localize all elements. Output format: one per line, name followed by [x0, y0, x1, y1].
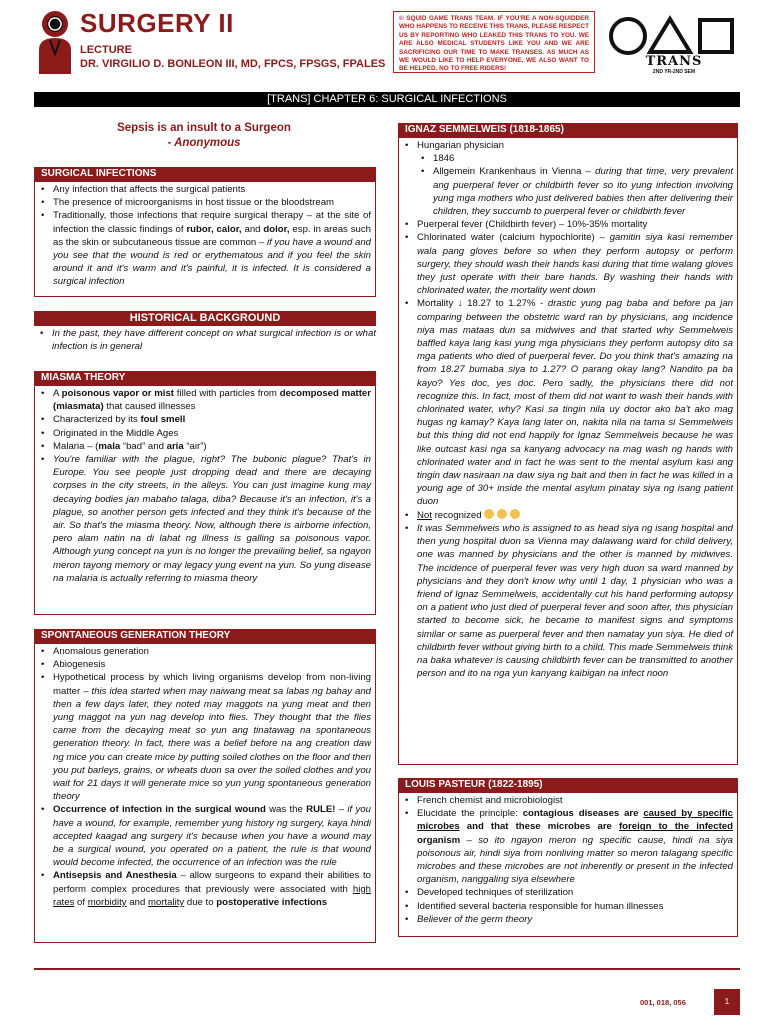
- sad-face-icon: [510, 509, 520, 519]
- surgical-infections-box: [34, 181, 376, 297]
- list-item: • French chemist and microbiologist: [399, 794, 733, 807]
- list-item: • Traditionally, those infections that require surgical therapy – at the site of infection the classic findings of rubor, calor, and dolor, esp. in areas such as the skin or subcutaneous tissue are common – if you have a wound and you see that the wound is red or erythematous and if you feel the skin around it and it's warm and it's painful, it is infected. It is considered a surgical infection: [35, 209, 371, 288]
- triangle-icon: [650, 19, 690, 52]
- sad-face-icon: [484, 509, 494, 519]
- lecturer-name: DR. VIRGILIO D. BONLEON III, MD, FPCS, FPSGS, FPALES: [80, 58, 386, 70]
- list-item: • Developed techniques of sterilization: [399, 886, 733, 899]
- list-item: • Puerperal fever (Childbirth fever) – 10%-35% mortality: [399, 218, 733, 231]
- section-header-historical: HISTORICAL BACKGROUND: [34, 311, 376, 326]
- list-item: • Mortality ↓ 18.27 to 1.27% - drastic yung pag baba and before pa jan comparing between the obstetric ward ran by physicians, ang incidence niya mas mataas dun sa midwives and that started why Semmelweis baffled kaya lang kasi yung mga physicians they perform autopsy dito sa mga patients who died of puerperal fever. Do you think that's amazing na from 18.27 bumaba siya to 1.27? O parang okay lang? Nandito pa ba kayo? Yes doc, yes doc. Pero sadly, the physicians there did not recognize this. In fact, most of them did not want to wash their hands with chlorinated water, why? Kasi sa tingin nila uy doctor ako ba't ako mag hugas ng kamay? Kaya lang later on, nakita nila na tama si Semmelweis but this thing did not end happily for Ignaz Semmelweis because he was like outcast kasi nga sa kanyang advocacy na mag wash ng hands with chlorinated water and in fact he was sent to the mental asylum kasi ang tingin daw nasiraan na daw siya ng bait and then in fact he was killed in a young age of 30+ inside the mental asylum pinatay siya ng isang patient duon: [399, 297, 733, 508]
- section-header-pasteur: LOUIS PASTEUR (1822-1895): [398, 778, 738, 792]
- footer-divider: [34, 968, 740, 970]
- spontaneous-box: [34, 643, 376, 943]
- page-reference: 001, 018, 056: [640, 998, 686, 1007]
- quote-text: Sepsis is an insult to a Surgeon: [117, 122, 291, 134]
- list-item: • 1846: [399, 152, 733, 165]
- list-item: • Allgemein Krankenhaus in Vienna – during that time, very prevalent ang puerperal fever or childbirth fever so ito yung infection involving yung mga mothers who just delivered babies then after delivering their children, they succumb to puerperal fever or childbirth fever: [399, 165, 733, 218]
- list-item: • Anomalous generation: [35, 645, 371, 658]
- page-number: 1: [714, 989, 740, 1015]
- quote-author: - Anonymous: [167, 137, 241, 149]
- list-item: • Malaria – (mala “bad” and aria “air”): [35, 440, 371, 453]
- list-item: • Hypothetical process by which living organisms develop from non-living matter – this idea started when may naiwang meat sa labas ng bahay and then a few days later, they noted may maggots na yung meat and then yung maggot na yun nag develop into flies. They thought that the flies came from the decaying meat so yun ang tinatawag na spontaneous generation theory. In fact, there was a belief before na ang creation daw ng mice you can create mice by putting soiled clothes on the floor and then you put barleys, grains, or wheats duon sa over the soiled clothes and you wait for 21 days it will generate mice so yun yung spontaneous generation theory: [35, 671, 371, 803]
- squid-game-logo: [36, 10, 74, 74]
- chapter-title: [TRANS] CHAPTER 6: SURGICAL INFECTIONS: [34, 92, 740, 107]
- copyright-disclaimer: © SQUID GAME TRANS TEAM. IF YOU'RE A NON-SQUIDDER WHO HAPPENS TO RECEIVE THIS TRANS, PLEASE RESPECT US BY REPORTING WHO LEAKED THIS TRANS TO YOU. WE ARE ALSO MEDICAL STUDENTS LIKE YOU AND WE ARE SACRIFICING OUR TIME TO MAKE TRANSES. AS MUCH AS WE WOULD LIKE TO HELP EVERYONE, WE ALSO WANT TO BE HELPED. NO TO FREE RIDERS!: [393, 11, 595, 73]
- list-item: • Chlorinated water (calcium hypochlorite) – gamitin siya kasi remember wala pang gloves before so when they perform autopsy or perform surgery, they should wash their hands kasi during that time walang gloves they just operate with their bare hands. By washing their hands with chlorinated water, the mortality went down: [399, 231, 733, 297]
- list-item: • The presence of microorganisms in host tissue or the bloodstream: [35, 196, 371, 209]
- section-header-spontaneous: SPONTANEOUS GENERATION THEORY: [34, 629, 376, 643]
- list-item: • Characterized by its foul smell: [35, 413, 371, 426]
- section-header-miasma: MIASMA THEORY: [34, 371, 376, 385]
- circle-icon: [611, 19, 645, 53]
- lecture-label: LECTURE: [80, 44, 132, 56]
- sad-face-icon: [497, 509, 507, 519]
- list-item: • A poisonous vapor or mist filled with particles from decomposed matter (miasmata) that caused illnesses: [35, 387, 371, 413]
- section-header-surgical-infections: SURGICAL INFECTIONS: [34, 167, 376, 181]
- trans-logo: [606, 14, 736, 76]
- semmelweis-box: [398, 137, 738, 765]
- course-title: SURGERY II: [80, 8, 234, 38]
- list-item: • It was Semmelweis who is assigned to as head siya ng isang hospital and then yung hospital duon sa Vienna may dalawang ward for child delivery, one was manned by physicians and the other is manned by midwives. The incidence of puerperal fever was very high duon sa ward manned by physicians and they don't know why until 1 day, 1 physician who was a friend of Ignaz Semmelweis, accidentally cut his hand performing autopsy on a patient who just died of puerperal fever and soon after, this physician started to become sick, he became to manifest signs and symptoms similar or same as puerperal fever and then namatay yun siya. He died of childbirth fever without giving birth to a child. This made Semmelweis think na baka whatever is causing childbirth fever can be transmitted to another person and ito na nga yun kanyang kaibigan na infect noon: [399, 522, 733, 680]
- pasteur-box: [398, 792, 738, 937]
- miasma-box: [34, 385, 376, 615]
- square-icon: [700, 20, 732, 52]
- historical-list: [34, 327, 376, 353]
- list-item: • Abiogenesis: [35, 658, 371, 671]
- list-item: • Identified several bacteria responsible for human illnesses: [399, 900, 733, 913]
- list-item: • Any infection that affects the surgical patients: [35, 183, 371, 196]
- list-item: • Believer of the germ theory: [399, 913, 733, 926]
- list-item: • You're familiar with the plague, right? The bubonic plague? That's in Europe. You see people just dropping dead and there are decaying corpses in the city streets, in the alleys. You can just imagine kung may decaying bodies jan mabaho talaga, diba? Because it's an infection, it's a plague, so another person gets infected and they think it's because of the air. So that's the miasma theory. Now, although there is airborne infection, pero alam natin na di lahat ng illness is galling sa poisonous vapor. Although yung concept na yun is no longer the prevailing belief, sa ngayon meron tayong memory or may legacy yung event na yun. So yung disease na malaria is actually referring to miasma theory: [35, 453, 371, 585]
- list-item: • Originated in the Middle Ages: [35, 427, 371, 440]
- list-item: • In the past, they have different concept on what surgical infection is or what infection is in general: [34, 327, 376, 353]
- logo-word: TRANS: [645, 54, 703, 69]
- section-header-semmelweis: IGNAZ SEMMELWEIS (1818-1865): [398, 123, 738, 137]
- list-item: • Not recognized: [399, 509, 733, 522]
- logo-sub: 2ND YR-2ND SEM: [652, 69, 696, 75]
- list-item: • Antisepsis and Anesthesia – allow surgeons to expand their abilities to perform complex procedures that previously were associated with high rates of morbidity and mortality due to postoperative infections: [35, 869, 371, 909]
- list-item: • Elucidate the principle: contagious diseases are caused by specific microbes and that these microbes are foreign to the infected organism – so ito ngayon meron ng specific cause, hindi na siya poisonous air, hindi siya from nonliving matter so meron talagang specific microbes and these microbes are not inherently or present in the infected organism, nanggaling siya elsewhere: [399, 807, 733, 886]
- list-item: • Hungarian physician: [399, 139, 733, 152]
- list-item: • Occurrence of infection in the surgical wound was the RULE! – if you have a wound, for example, remember yung history ng surgery, kaya hindi accepted kaagad ang surgery it's because when you have a wound may be a surgical wound, you operated on a patient, the rule is that wound would become infected, the occurrence of an infection was the rule: [35, 803, 371, 869]
